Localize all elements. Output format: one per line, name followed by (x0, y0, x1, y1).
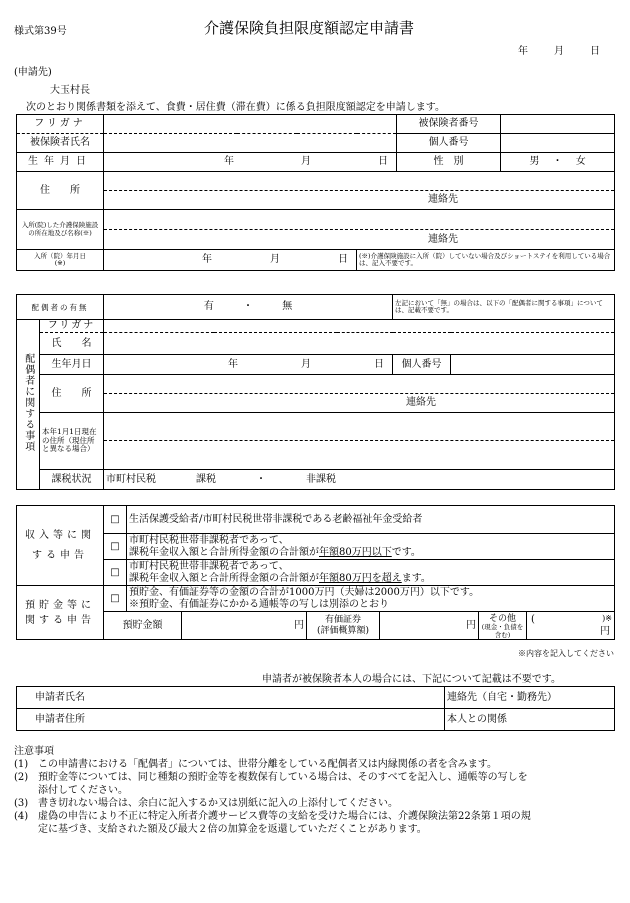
securities-label: 有価証券 (評価概算額) (307, 612, 380, 640)
insured-number-field[interactable] (501, 115, 615, 134)
spouse-jan1-address-field[interactable] (104, 413, 615, 470)
spouse-side-label: 配偶者に関する事項 (17, 320, 40, 490)
income-section-label: 収入等に関する申告 (17, 506, 104, 586)
addressee-name: 大玉村長 (50, 85, 90, 96)
savings-text: 預貯金、有価証券等の金額の合計が1000万円（夫婦は2000万円）以下です。 ※預貯金、有価証券にかかる通帳等の写しは別添のとおり (127, 586, 615, 612)
address-field[interactable] (104, 172, 615, 210)
requester-note: 申請者が被保険者本人の場合には、下記について記載は不要です。 (262, 674, 561, 685)
furigana-label: フリガナ (17, 115, 104, 134)
spouse-presence-field[interactable]: 有 ・ 無 (104, 295, 393, 320)
savings-footnote: ※内容を記入してください (518, 649, 614, 658)
requester-relation-field[interactable]: 本人との関係 (445, 709, 615, 731)
savings-checkbox[interactable]: □ (104, 586, 127, 612)
note-item: (1) この申請書における「配偶者」については、世帯分離をしている配偶者又は内縁関係の者を含みます。 (14, 759, 497, 770)
income-option2-text: 市町村民税世帯非課税者であって、 課税年金収入額と合計所得金額の合計額が年額80万円以下です。 (127, 534, 615, 560)
spouse-furigana-field[interactable] (104, 320, 615, 333)
income-option1-checkbox[interactable]: □ (104, 506, 127, 534)
insured-name-label: 被保険者氏名 (17, 134, 104, 153)
note-item: (4) 虚偽の申告により不正に特定入所者介護サービス費等の支給を受けた場合には、介護保険法第22条第１項の規 (14, 811, 531, 822)
birth-month-label: 月 (301, 156, 311, 168)
spouse-personal-number-field[interactable] (451, 355, 615, 375)
applicant-table (16, 114, 615, 271)
spouse-name-label: 氏 名 (40, 333, 104, 355)
sex-male[interactable]: 男 (529, 156, 540, 168)
facility-field[interactable] (104, 210, 615, 250)
notes-list (14, 758, 618, 836)
spouse-presence-label: 配偶者の有無 (17, 295, 104, 320)
note-item: 添付してください。 (38, 785, 128, 796)
form-number: 様式第39号 (14, 26, 67, 37)
address-contact-label: 連絡先 (428, 194, 458, 205)
birth-year-label: 年 (224, 156, 234, 168)
note-item: 定に基づき、支給された額及び最大２倍の加算金を返還していただくことがあります。 (38, 824, 427, 835)
birth-field[interactable] (104, 153, 397, 172)
date-month-label: 月 (554, 46, 564, 57)
furigana-field[interactable] (104, 115, 397, 134)
spouse-yes[interactable]: 有 (203, 301, 214, 313)
income-savings-table (16, 505, 615, 640)
addressee-label: (申請先) (14, 67, 52, 78)
facility-label: 入所(院)した介護保険施設の所在地及び名称(※) (17, 210, 104, 250)
spouse-address-field[interactable]: 連絡先 (104, 375, 615, 413)
spouse-tax-field[interactable]: 市町村民税 課税 ・ 非課税 (104, 470, 615, 490)
income-option1-text: 生活保護受給者/市町村民税世帯非課税である老齢福祉年金受給者 (127, 506, 615, 534)
sex-label: 性 別 (397, 153, 501, 172)
address-label: 住 所 (17, 172, 104, 210)
date-day-label: 日 (590, 46, 600, 57)
notes-section (14, 745, 618, 836)
income-option3-text: 市町村民税世帯非課税者であって、 課税年金収入額と合計所得金額の合計額が年額80万円を超えます。 (127, 560, 615, 586)
requester-table (16, 686, 615, 731)
savings-section-label: 預貯金等に関する申告 (17, 586, 104, 640)
admission-note: (※)介護保険施設に入所（院）していない場合及びショートステイを利用している場合は、記入不要です。 (357, 250, 615, 271)
spouse-jan1-address-label: 本年1月1日現在の住所（現住所と異なる場合） (40, 413, 104, 470)
insured-name-field[interactable] (104, 134, 397, 153)
income-option2-checkbox[interactable]: □ (104, 534, 127, 560)
admission-date-field[interactable]: 年 月 日 (104, 250, 357, 271)
page-title: 介護保険負担限度額認定申請書 (204, 19, 415, 37)
birth-label: 生年月日 (17, 153, 104, 172)
spouse-birth-label: 生年月日 (40, 355, 104, 375)
note-item: (3) 書き切れない場合は、余白に記入するか又は別紙に記入の上添付してください。 (14, 798, 398, 809)
spouse-address-label: 住 所 (40, 375, 104, 413)
securities-field[interactable]: 円 (380, 612, 479, 640)
requester-address-field[interactable]: 申請者住所 (17, 709, 445, 731)
spouse-no[interactable]: 無 (282, 301, 293, 313)
spouse-personal-number-label: 個人番号 (393, 355, 451, 375)
other-assets-field[interactable]: その他 (現金・負債を含む) ( )※ 円 (479, 612, 615, 640)
sex-female[interactable]: 女 (575, 156, 586, 168)
requester-name-field[interactable]: 申請者氏名 (17, 687, 445, 709)
personal-number-field[interactable] (501, 134, 615, 153)
requester-contact-field[interactable]: 連絡先（自宅・勤務先） (445, 687, 615, 709)
spouse-presence-note: 左記において「無」の場合は、以下の「配偶者に関する事項」については、記載不要です。 (393, 295, 615, 320)
deposit-label: 預貯金額 (104, 612, 182, 640)
sex-field[interactable]: 男 ・ 女 (501, 153, 615, 172)
spouse-furigana-label: フリガナ (40, 320, 104, 333)
admission-label: 入所（院）年月日 (※) (17, 250, 104, 271)
income-option3-checkbox[interactable]: □ (104, 560, 127, 586)
facility-contact-label: 連絡先 (428, 234, 458, 245)
spouse-table (16, 294, 615, 490)
note-item: (2) 預貯金等については、同じ種類の預貯金等を複数保有している場合は、そのすべてを記入し、通帳等の写しを (14, 772, 528, 783)
personal-number-label: 個人番号 (397, 134, 501, 153)
birth-day-label: 日 (378, 156, 388, 168)
spouse-name-field[interactable] (104, 333, 615, 355)
spouse-birth-field[interactable]: 年 月 日 (104, 355, 393, 375)
notes-heading: 注意事項 (14, 746, 54, 757)
spouse-tax-label: 課税状況 (40, 470, 104, 490)
other-assets-label: その他 (488, 614, 516, 624)
deposit-field[interactable]: 円 (182, 612, 307, 640)
date-year-label: 年 (518, 46, 528, 57)
intro-text: 次のとおり関係書類を添えて、食費・居住費（滞在費）に係る負担限度額認定を申請します。 (26, 102, 445, 113)
insured-number-label: 被保険者番号 (397, 115, 501, 134)
